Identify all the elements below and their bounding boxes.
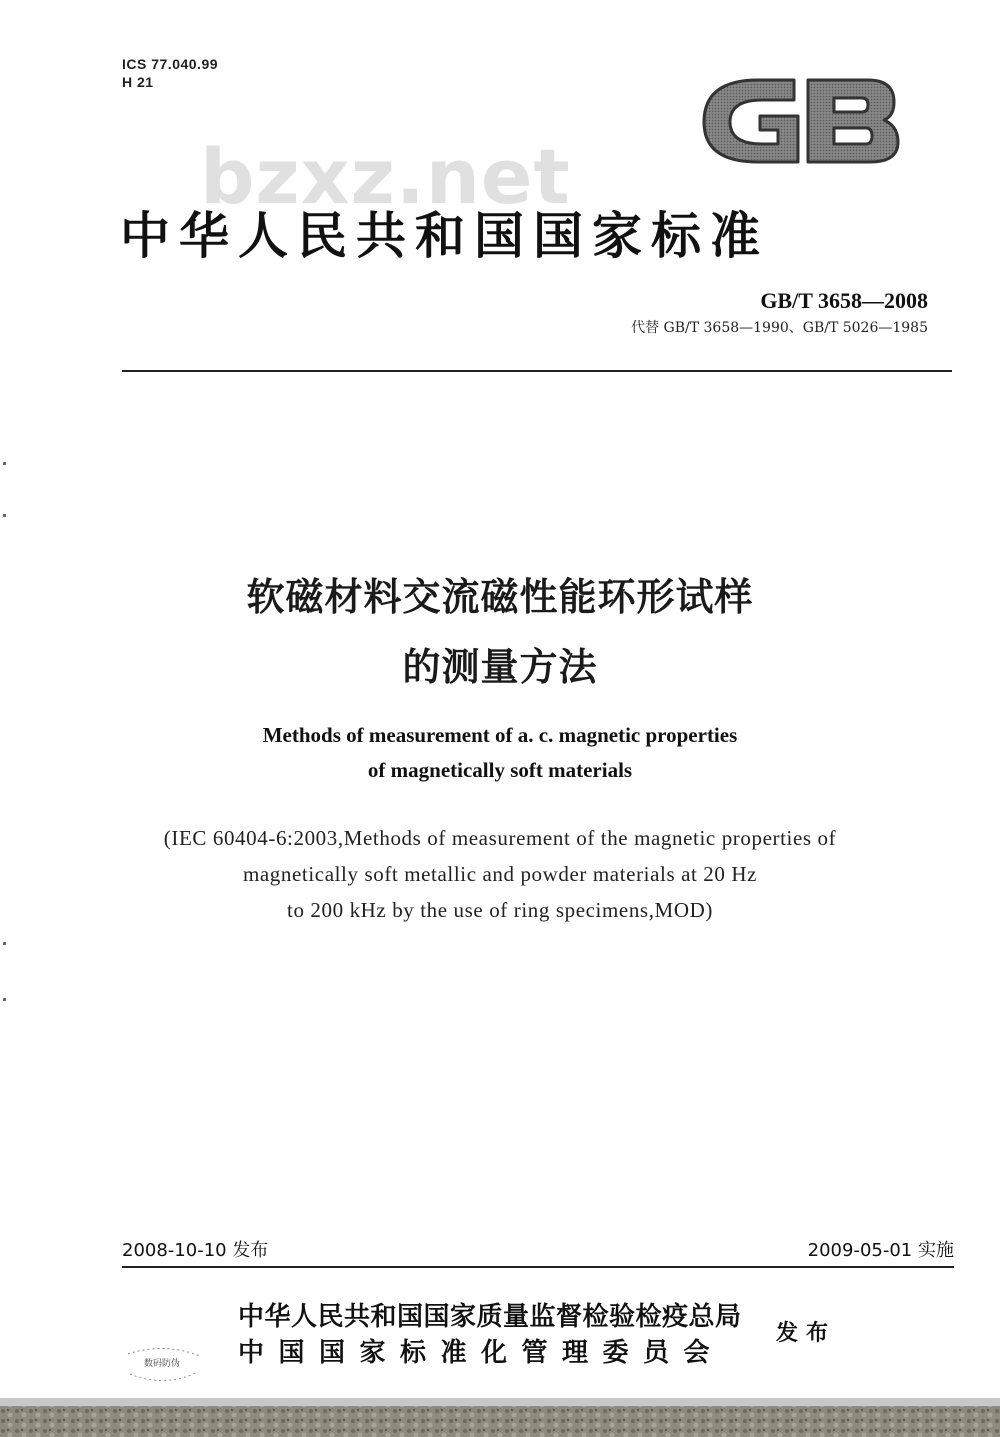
class-code: H 21 <box>122 74 154 90</box>
iec-reference-line3: to 200 kHz by the use of ring specimens,MOD) <box>287 898 713 922</box>
bottom-divider <box>122 1266 954 1268</box>
effective-date: 2009-05-01 实施 <box>807 1240 954 1261</box>
chinese-title-line2: 的测量方法 <box>402 645 598 689</box>
standard-number: GB/T 3658—2008 <box>760 288 928 313</box>
margin-mark <box>3 514 6 517</box>
margin-mark <box>3 998 6 1001</box>
english-title-line2: of magnetically soft materials <box>367 758 633 782</box>
issuer-sac: 中国国家标准化管理委员会 <box>238 1338 725 1368</box>
national-standard-title: 中华人民共和国国家标准 <box>120 207 769 265</box>
publish-label: 发布 <box>776 1321 837 1346</box>
margin-mark <box>3 942 6 945</box>
iec-reference <box>0 820 1000 928</box>
iec-reference-line1: (IEC 60404-6:2003,Methods of measurement of the magnetic properties of <box>163 826 837 850</box>
iec-reference-line2: magnetically soft metallic and powder materials at 20 Hz <box>242 862 758 886</box>
seal-label: 数码防伪 <box>144 1359 181 1369</box>
ics-code-block <box>122 55 218 91</box>
english-title <box>0 718 1000 788</box>
margin-mark <box>3 462 6 465</box>
ics-code: ICS 77.040.99 <box>122 56 219 72</box>
english-title-line1: Methods of measurement of a. c. magnetic properties <box>262 723 738 747</box>
scan-edge-band <box>0 1398 1000 1437</box>
issue-date: 2008-10-10 发布 <box>122 1240 269 1261</box>
watermark-text: bzxz.net <box>200 132 571 221</box>
chinese-title-line1: 软磁材料交流磁性能环形试样 <box>246 575 754 619</box>
gb-logo <box>690 62 910 180</box>
issuer-aqsiq: 中华人民共和国国家质量监督检验检疫总局 <box>238 1302 742 1332</box>
replaces-note: 代替 GB/T 3658—1990、GB/T 5026—1985 <box>631 320 928 336</box>
top-divider <box>122 370 952 372</box>
